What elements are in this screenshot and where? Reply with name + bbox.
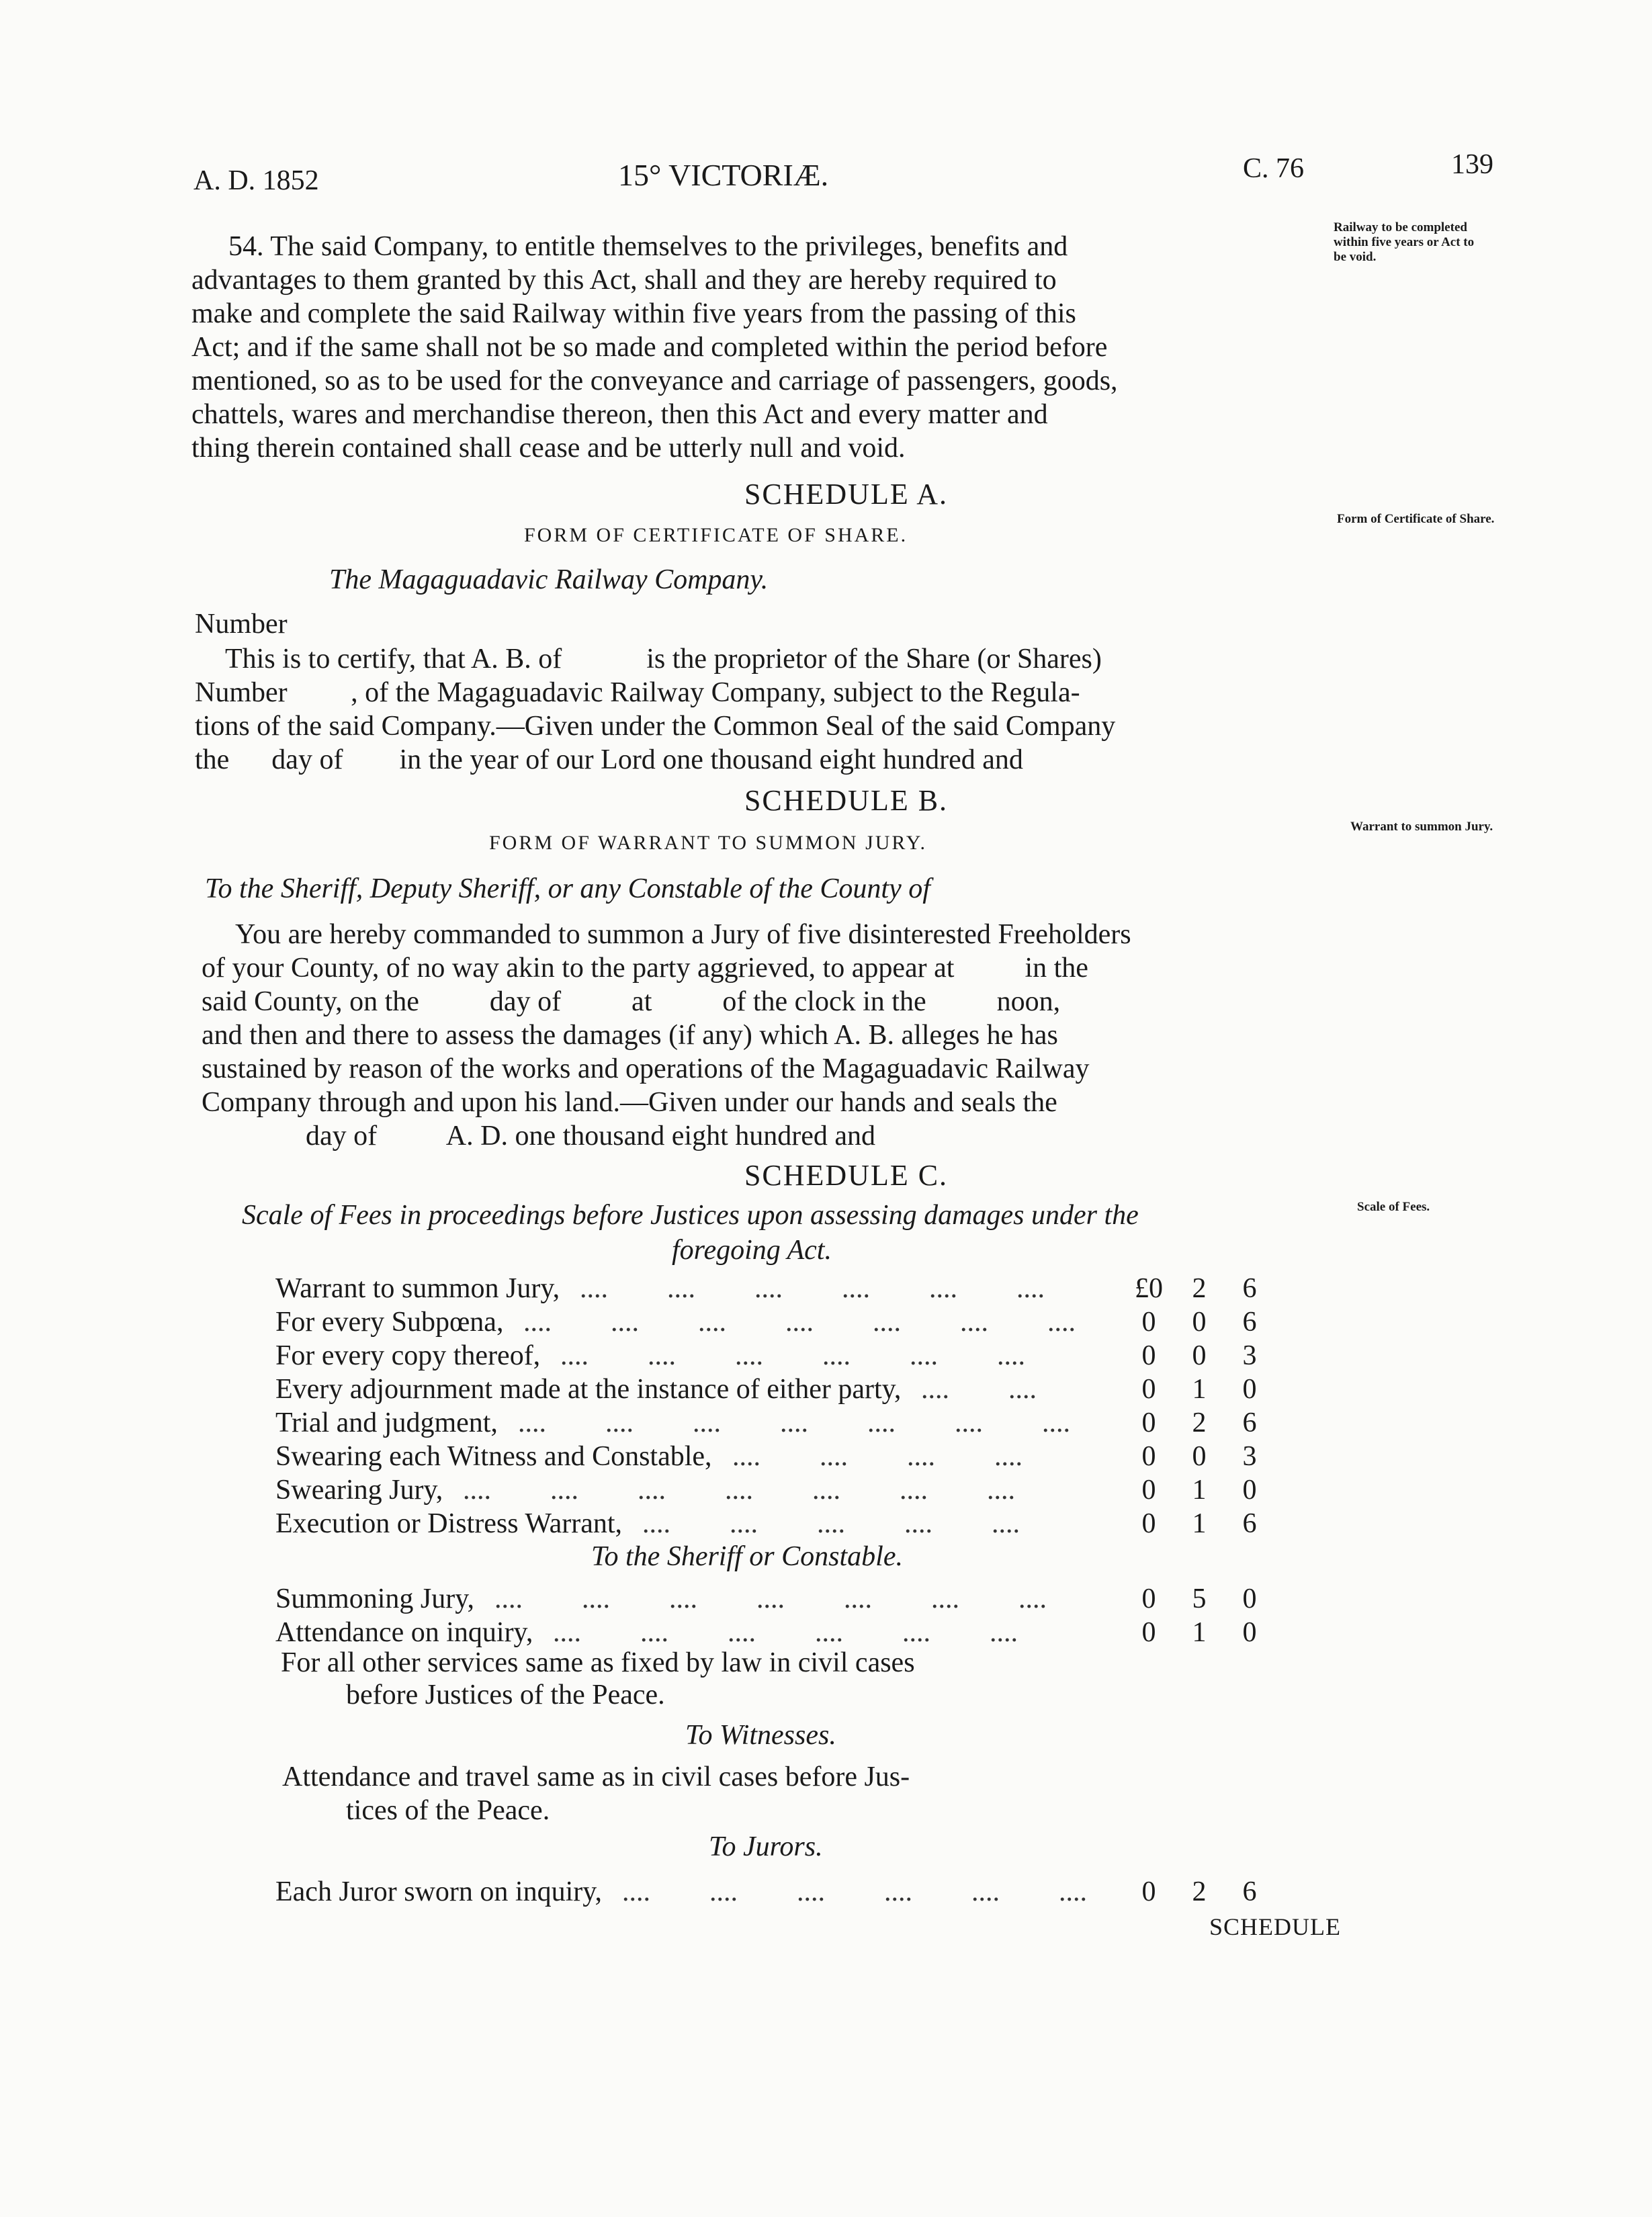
fee-amount-l: 0 [1141,1876,1156,1907]
leader-dots: .... [693,1407,721,1438]
fees-heading-cont: foregoing Act. [672,1235,832,1266]
sheriff-heading: To the Sheriff or Constable. [591,1541,903,1572]
leader-dots: .... [1042,1407,1070,1438]
fee-label: Swearing each Witness and Constable, [275,1441,712,1472]
leader-dots: .... [797,1876,825,1907]
section-54-line: 54. The said Company, to entitle themselves to the privileges, benefits and [228,231,1068,262]
fee-amount-d: 0 [1242,1617,1257,1648]
fee-label: Execution or Distress Warrant, [275,1508,623,1539]
fee-amount-s: 1 [1192,1374,1207,1405]
leader-dots: .... [907,1441,935,1472]
witness-heading: To Witnesses. [685,1720,836,1751]
leader-dots: .... [648,1340,676,1371]
fee-row [275,1340,1323,1372]
schedule-b-line: You are hereby commanded to summon a Jury of five disinterested Freeholders [235,919,1131,950]
leader-dots: .... [642,1508,670,1539]
fee-amount-d: 0 [1242,1475,1257,1506]
section-54-line: Act; and if the same shall not be so made and completed within the period before [191,332,1108,363]
fee-amount-d: 0 [1242,1374,1257,1405]
jurors-heading: To Jurors. [709,1831,823,1862]
leader-dots: .... [815,1617,843,1648]
leader-dots: .... [605,1407,634,1438]
leader-dots: .... [1047,1307,1076,1338]
sheriff-other-services-cont: before Justices of the Peace. [346,1680,665,1710]
schedule-a-line: tions of the said Company.—Given under the Common Seal of the said Company [195,711,1116,742]
fee-amount-l: 0 [1141,1407,1156,1438]
leader-dots: .... [580,1273,608,1304]
leader-dots: .... [638,1475,666,1506]
leader-dots: .... [997,1340,1025,1371]
schedule-a-subtitle: FORM OF CERTIFICATE OF SHARE. [524,524,908,546]
leader-dots: .... [931,1583,959,1614]
fee-label: Swearing Jury, [275,1475,443,1506]
fee-row [275,1583,1323,1615]
schedule-b-line: and then and there to assess the damages (if any) which A. B. alleges he has [202,1020,1058,1051]
fee-row [275,1508,1323,1540]
leader-dots: .... [553,1617,581,1648]
fee-amount-d: 6 [1242,1407,1257,1438]
schedule-a-title: SCHEDULE A. [744,478,949,511]
leader-dots: .... [640,1617,668,1648]
fee-label: For every copy thereof, [275,1340,541,1371]
leader-dots: .... [698,1307,726,1338]
fee-label: Trial and judgment, [275,1407,498,1438]
schedule-a-line: This is to certify, that A. B. of is the proprietor of the Share (or Shares) [225,644,1102,675]
schedule-b-line: said County, on the day of at of the clock in the noon, [202,986,1061,1017]
catchword: SCHEDULE [1209,1913,1341,1940]
leader-dots: .... [780,1407,808,1438]
fee-amount-d: 6 [1242,1508,1257,1539]
fee-amount-s: 0 [1192,1441,1207,1472]
leader-dots: .... [904,1508,932,1539]
leader-dots: .... [960,1307,988,1338]
page-number: 139 [1451,149,1493,180]
running-head-year: A. D. 1852 [193,165,319,196]
fee-amount-l: 0 [1141,1617,1156,1648]
leader-dots: .... [812,1475,840,1506]
leader-dots: .... [1016,1273,1045,1304]
fee-amount-s: 2 [1192,1273,1207,1304]
leader-dots: .... [820,1441,848,1472]
leader-dots: .... [1018,1583,1047,1614]
fee-amount-s: 2 [1192,1876,1207,1907]
section-54-line: thing therein contained shall cease and be utterly null and void. [191,433,906,464]
schedule-a-line: the day of in the year of our Lord one thousand eight hundred and [195,744,1023,775]
leader-dots: .... [523,1307,552,1338]
margin-note-fees: Scale of Fees. [1357,1200,1430,1214]
company-name: The Magaguadavic Railway Company. [329,564,769,595]
schedule-a-line: Number , of the Magaguadavic Railway Company, subject to the Regula- [195,677,1080,708]
fee-amount-l: £0 [1135,1273,1163,1304]
margin-note-certificate: Form of Certificate of Share. [1337,512,1495,526]
leader-dots: .... [822,1340,851,1371]
witness-fees-cont: tices of the Peace. [346,1795,550,1826]
warrant-address: To the Sheriff, Deputy Sheriff, or any Constable of the County of [205,873,930,904]
fee-amount-s: 1 [1192,1475,1207,1506]
leader-dots: .... [785,1307,814,1338]
fees-heading: Scale of Fees in proceedings before Justices upon assessing damages under the [242,1200,1139,1231]
leader-dots: .... [728,1617,756,1648]
leader-dots: .... [910,1340,938,1371]
running-head-chapter: C. 76 [1243,153,1305,184]
leader-dots: .... [884,1876,912,1907]
schedule-b-title: SCHEDULE B. [744,784,949,817]
fee-amount-l: 0 [1141,1374,1156,1405]
leader-dots: .... [929,1273,957,1304]
fee-amount-l: 0 [1141,1441,1156,1472]
fee-label: Attendance on inquiry, [275,1617,533,1648]
fee-row [275,1616,1323,1649]
leader-dots: .... [754,1273,783,1304]
fee-label: Warrant to summon Jury, [275,1273,560,1304]
leader-dots: .... [709,1876,738,1907]
fee-row [275,1876,1323,1908]
leader-dots: .... [994,1441,1023,1472]
fee-amount-d: 3 [1242,1340,1257,1371]
fee-amount-l: 0 [1141,1508,1156,1539]
leader-dots: .... [725,1475,753,1506]
leader-dots: .... [900,1475,928,1506]
fee-amount-s: 0 [1192,1340,1207,1371]
leader-dots: .... [873,1307,901,1338]
leader-dots: .... [987,1475,1015,1506]
leader-dots: .... [1008,1374,1037,1405]
fee-row [275,1373,1323,1405]
schedule-b-subtitle: FORM OF WARRANT TO SUMMON JURY. [489,832,928,854]
leader-dots: .... [990,1617,1018,1648]
leader-dots: .... [732,1441,760,1472]
fee-amount-d: 6 [1242,1307,1257,1338]
certificate-number: Number [195,609,288,640]
leader-dots: .... [582,1583,610,1614]
margin-note-warrant: Warrant to summon Jury. [1350,820,1493,834]
fee-amount-d: 3 [1242,1441,1257,1472]
leader-dots: .... [463,1475,491,1506]
running-head-title: 15° VICTORIÆ. [618,158,829,192]
fee-amount-l: 0 [1141,1583,1156,1614]
leader-dots: .... [955,1407,983,1438]
section-54-line: make and complete the said Railway within five years from the passing of this [191,298,1076,329]
fee-amount-s: 0 [1192,1307,1207,1338]
leader-dots: .... [730,1508,758,1539]
leader-dots: .... [992,1508,1020,1539]
schedule-b-line: day of A. D. one thousand eight hundred and [306,1121,876,1151]
margin-note-railway: Railway to be completed within five years or Act to be void. [1334,220,1475,264]
leader-dots: .... [622,1876,650,1907]
fee-label: Each Juror sworn on inquiry, [275,1876,603,1907]
schedule-b-line: of your County, of no way akin to the party aggrieved, to appear at in the [202,953,1088,984]
leader-dots: .... [611,1307,639,1338]
leader-dots: .... [902,1617,930,1648]
leader-dots: .... [756,1583,785,1614]
sheriff-other-services: For all other services same as fixed by law in civil cases [281,1647,915,1678]
leader-dots: .... [560,1340,589,1371]
fee-label: Every adjournment made at the instance of either party, [275,1374,902,1405]
fee-amount-s: 1 [1192,1508,1207,1539]
leader-dots: .... [735,1340,763,1371]
fee-label: Summoning Jury, [275,1583,474,1614]
fee-amount-d: 6 [1242,1876,1257,1907]
section-54-line: chattels, wares and merchandise thereon, then this Act and every matter and [191,399,1048,430]
leader-dots: .... [842,1273,870,1304]
fee-row [275,1407,1323,1439]
fee-amount-l: 0 [1141,1307,1156,1338]
fee-amount-s: 5 [1192,1583,1207,1614]
leader-dots: .... [1059,1876,1087,1907]
fee-amount-s: 1 [1192,1617,1207,1648]
fee-amount-s: 2 [1192,1407,1207,1438]
schedule-b-line: sustained by reason of the works and operations of the Magaguadavic Railway [202,1053,1090,1084]
fee-amount-d: 6 [1242,1273,1257,1304]
fee-label: For every Subpœna, [275,1307,504,1338]
fee-row [275,1306,1323,1338]
leader-dots: .... [971,1876,1000,1907]
witness-fees: Attendance and travel same as in civil cases before Jus- [282,1762,910,1792]
fee-amount-l: 0 [1141,1475,1156,1506]
section-54-line: mentioned, so as to be used for the conveyance and carriage of passengers, goods, [191,365,1118,396]
schedule-c-title: SCHEDULE C. [744,1159,949,1192]
section-54-line: advantages to them granted by this Act, shall and they are hereby required to [191,265,1057,296]
fee-amount-l: 0 [1141,1340,1156,1371]
leader-dots: .... [817,1508,845,1539]
leader-dots: .... [494,1583,523,1614]
fee-amount-d: 0 [1242,1583,1257,1614]
leader-dots: .... [669,1583,697,1614]
leader-dots: .... [667,1273,695,1304]
leader-dots: .... [550,1475,578,1506]
fee-row [275,1474,1323,1506]
leader-dots: .... [844,1583,872,1614]
leader-dots: .... [867,1407,896,1438]
schedule-b-line: Company through and upon his land.—Given under our hands and seals the [202,1087,1057,1118]
leader-dots: .... [518,1407,546,1438]
fee-row [275,1272,1323,1305]
fee-row [275,1440,1323,1473]
leader-dots: .... [921,1374,949,1405]
